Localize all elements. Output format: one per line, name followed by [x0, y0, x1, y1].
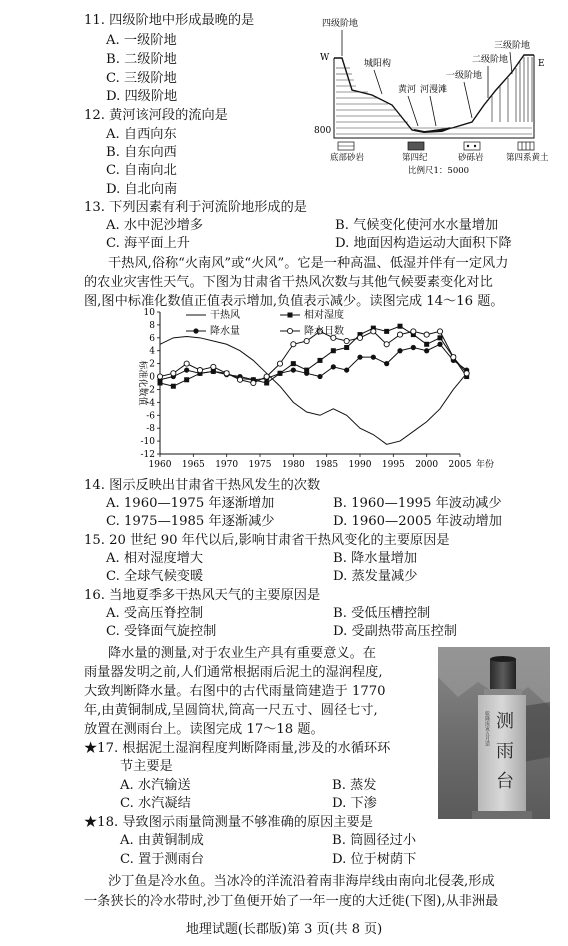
label-w: W — [320, 53, 330, 63]
intro-14-16-line2: 的农业灾害性天气。下图为甘肃省干热风次数与其他气候要素变化对比 — [84, 275, 493, 290]
q12-stem: 12. 黄河该河段的流向是 — [84, 108, 228, 123]
intro-17-18-line1: 降水量的测量,对于农业生产具有重要意义。在 — [108, 646, 376, 661]
series-point-2 — [184, 367, 189, 372]
q11-option-c: C. 三级阶地 — [106, 71, 177, 86]
q11-option-b: B. 二级阶地 — [106, 52, 177, 67]
series-point-2 — [384, 361, 389, 366]
legend-label-1: 相对湿度 — [304, 310, 344, 321]
legend-label-2: 降水量 — [210, 326, 240, 337]
series-point-3 — [211, 364, 216, 369]
x-tick-label: 1980 — [281, 460, 305, 470]
q17-stem-line1: ★17. 根据泥土湿润程度判断降雨量,涉及的水循环环 — [84, 741, 391, 756]
q17-option-c: C. 水汽凝结 — [120, 796, 191, 811]
series-point-2 — [397, 348, 402, 353]
series-point-2 — [424, 348, 429, 353]
series-point-3 — [437, 329, 442, 334]
q15-option-c: C. 全球气候变暖 — [106, 569, 204, 584]
y-tick-label: 8 — [149, 320, 155, 331]
series-point-3 — [397, 332, 402, 337]
series-point-3 — [197, 367, 202, 372]
y-tick-label: -12 — [140, 450, 155, 460]
series-line-2 — [160, 344, 467, 380]
x-tick-label: 1975 — [248, 460, 272, 470]
gauge-char-1: 测 — [496, 711, 514, 732]
series-point-1 — [384, 329, 389, 334]
q15-stem: 15. 20 世纪 90 年代以后,影响甘肃省干热风变化的主要原因是 — [84, 533, 450, 548]
q15-option-b: B. 降水量增加 — [333, 551, 418, 566]
x-tick-label: 1970 — [215, 460, 239, 470]
series-point-2 — [344, 367, 349, 372]
legend-label-3: 降水日数 — [304, 326, 344, 337]
q13-option-a: A. 水中泥沙增多 — [106, 218, 204, 233]
intro-17-18-line2: 雨量器发明之前,人们通常根据雨后泥土的湿润程度, — [84, 665, 383, 680]
y-tick-label: 0 — [149, 372, 155, 383]
q15-option-a: A. 相对湿度增大 — [106, 551, 204, 566]
x-tick-label: 1995 — [381, 460, 405, 470]
series-point-3 — [291, 342, 296, 347]
q17-stem-line2: 节主要是 — [120, 759, 173, 774]
series-point-2 — [411, 345, 416, 350]
series-point-1 — [424, 342, 429, 347]
series-point-3 — [264, 374, 269, 379]
series-point-3 — [411, 329, 416, 334]
q14-option-a: A. 1960—1975 年逐渐增加 — [106, 496, 275, 511]
series-point-3 — [344, 338, 349, 343]
series-point-2 — [277, 371, 282, 376]
legend-marker-2 — [193, 328, 198, 333]
q14-stem: 14. 图示反映出甘肃省干热风发生的次数 — [84, 478, 321, 493]
q17-option-d: D. 下渗 — [332, 796, 377, 811]
x-tick-label: 1960 — [148, 460, 172, 470]
closing-line2: 一条狭长的冷水带时,沙丁鱼便开始了一年一度的大迁徙(下图),从非洲最 — [84, 894, 499, 909]
legend-marker-3 — [287, 328, 292, 333]
q18-option-c: C. 置于测雨台 — [120, 852, 204, 867]
q11-stem: 11. 四级阶地中形成最晚的是 — [84, 13, 255, 28]
series-point-2 — [291, 367, 296, 372]
series-point-1 — [398, 324, 403, 329]
label-yellow-river: 黄河 — [398, 85, 417, 95]
series-point-2 — [331, 364, 336, 369]
legend-3: 砂砾岩 — [458, 153, 484, 163]
series-point-3 — [384, 342, 389, 347]
y-tick-label: 10 — [143, 308, 155, 318]
y-tick-label: -8 — [146, 424, 155, 435]
series-point-2 — [437, 342, 442, 347]
y-tick-label: 4 — [149, 346, 155, 357]
series-point-3 — [424, 332, 429, 337]
y-tick-label: 2 — [149, 359, 155, 370]
legend-label-0: 干热风 — [210, 310, 240, 321]
label-800: 800 — [314, 126, 332, 136]
x-axis-label: 年份 — [476, 460, 495, 470]
series-point-2 — [317, 374, 322, 379]
x-tick-label: 2005 — [448, 460, 472, 470]
label-level1: 一级阶地 — [446, 71, 483, 81]
q13-option-c: C. 海平面上升 — [106, 236, 190, 251]
intro-17-18-line4: 年,由黄铜制成,呈圆筒状,筒高一尺五寸、圆径七寸, — [84, 703, 378, 718]
q17-option-a: A. 水汽输送 — [120, 778, 191, 793]
label-level2: 二级阶地 — [472, 55, 509, 65]
q12-option-c: C. 自南向北 — [106, 163, 177, 178]
series-point-3 — [304, 338, 309, 343]
series-point-1 — [438, 335, 443, 340]
series-point-2 — [357, 355, 362, 360]
series-point-3 — [184, 361, 189, 366]
q11-option-d: D. 四级阶地 — [106, 89, 178, 104]
q16-option-d: D. 受副热带高压控制 — [333, 624, 457, 639]
q12-option-d: D. 自北向南 — [106, 182, 178, 197]
intro-14-16-line1: 干热风,俗称“火南风”或“火风”。它是一种高温、低湿并伴有一定风力 — [108, 256, 509, 271]
label-chengyang: 城阳构 — [364, 59, 392, 69]
legend-4: 第四系黄土 — [506, 153, 549, 163]
series-point-3 — [237, 377, 242, 382]
rain-gauge-photo — [438, 647, 550, 819]
legend-2: 第四纪 — [402, 153, 428, 163]
q17-option-b: B. 蒸发 — [332, 778, 377, 793]
q14-option-d: D. 1960—2005 年波动增加 — [333, 514, 502, 529]
series-point-1 — [318, 358, 323, 363]
series-point-2 — [304, 371, 309, 376]
q16-option-b: B. 受低压槽控制 — [333, 606, 431, 621]
series-point-1 — [184, 377, 189, 382]
y-tick-label: -2 — [146, 385, 155, 396]
q18-option-d: D. 位于树荫下 — [332, 852, 417, 867]
series-point-3 — [464, 371, 469, 376]
series-point-3 — [224, 371, 229, 376]
series-point-3 — [171, 371, 176, 376]
q12-option-a: A. 自西向东 — [106, 127, 177, 142]
gauge-small-text: 乾隆庚寅五月造 — [484, 711, 490, 746]
y-tick-label: 6 — [149, 333, 155, 344]
series-point-2 — [371, 355, 376, 360]
intro-17-18-line5: 放置在测雨台上。读图完成 17～18 题。 — [84, 722, 324, 737]
label-floodplain: 河漫滩 — [420, 85, 448, 95]
legend-1: 底部砂岩 — [330, 153, 365, 163]
gauge-char-2: 雨 — [496, 741, 514, 762]
y-tick-label: -10 — [140, 437, 155, 448]
y-tick-label: -4 — [146, 398, 155, 409]
q16-option-c: C. 受锋面气旋控制 — [106, 624, 217, 639]
q13-option-d: D. 地面因构造运动大面积下降 — [335, 236, 512, 251]
q18-option-a: A. 由黄铜制成 — [120, 833, 204, 848]
gauge-char-3: 台 — [496, 771, 514, 792]
intro-14-16-line3: 图,图中标准化数值正值表示增加,负值表示减少。读图完成 14～16 题。 — [84, 294, 504, 309]
q11-option-a: A. 一级阶地 — [106, 33, 177, 48]
series-point-1 — [344, 345, 349, 350]
q16-option-a: A. 受高压脊控制 — [106, 606, 204, 621]
q16-stem: 16. 当地夏季多干热风天气的主要原因是 — [84, 588, 321, 603]
q13-option-b: B. 气候变化使河水水量增加 — [335, 218, 499, 233]
x-tick-label: 1985 — [315, 460, 339, 470]
x-tick-label: 2000 — [415, 460, 439, 470]
series-point-1 — [171, 384, 176, 389]
series-point-1 — [264, 381, 269, 386]
intro-17-18-line3: 大致判断降水量。右图中的古代雨量筒建造于 1770 — [84, 684, 386, 699]
series-point-1 — [331, 348, 336, 353]
series-point-3 — [251, 380, 256, 385]
label-e: E — [538, 59, 545, 69]
q13-stem: 13. 下列因素有利于河流阶地形成的是 — [84, 200, 307, 215]
river-terrace-figure — [312, 10, 560, 180]
scale-text: 比例尺1：5000 — [408, 166, 470, 176]
series-point-3 — [451, 355, 456, 360]
q18-option-b: B. 筒圆径过小 — [332, 833, 417, 848]
q15-option-d: D. 蒸发量减少 — [333, 569, 418, 584]
q14-option-c: C. 1975—1985 年逐渐减少 — [106, 514, 275, 529]
climate-chart — [130, 306, 500, 476]
series-point-3 — [157, 374, 162, 379]
series-line-0 — [160, 337, 467, 445]
label-level3: 三级阶地 — [494, 41, 531, 51]
y-tick-label: -6 — [146, 411, 155, 422]
y-axis-label: 标准化数值 — [137, 360, 147, 406]
closing-line1: 沙丁鱼是冷水鱼。当冰冷的洋流沿着南非海岸线由南向北侵袭,形成 — [108, 874, 495, 889]
page-footer: 地理试题(长郡版)第 3 页(共 8 页) — [185, 922, 383, 937]
q18-stem: ★18. 导致图示雨量筒测量不够准确的原因主要是 — [84, 815, 373, 830]
series-point-3 — [371, 329, 376, 334]
x-tick-label: 1990 — [348, 460, 372, 470]
series-point-1 — [291, 361, 296, 366]
x-tick-label: 1965 — [181, 460, 205, 470]
q12-option-b: B. 自东向西 — [106, 145, 177, 160]
q14-option-b: B. 1960—1995 年波动减少 — [333, 496, 502, 511]
legend-marker-1 — [288, 313, 293, 318]
series-point-3 — [277, 361, 282, 366]
label-level4: 四级阶地 — [322, 19, 359, 29]
series-point-3 — [357, 335, 362, 340]
